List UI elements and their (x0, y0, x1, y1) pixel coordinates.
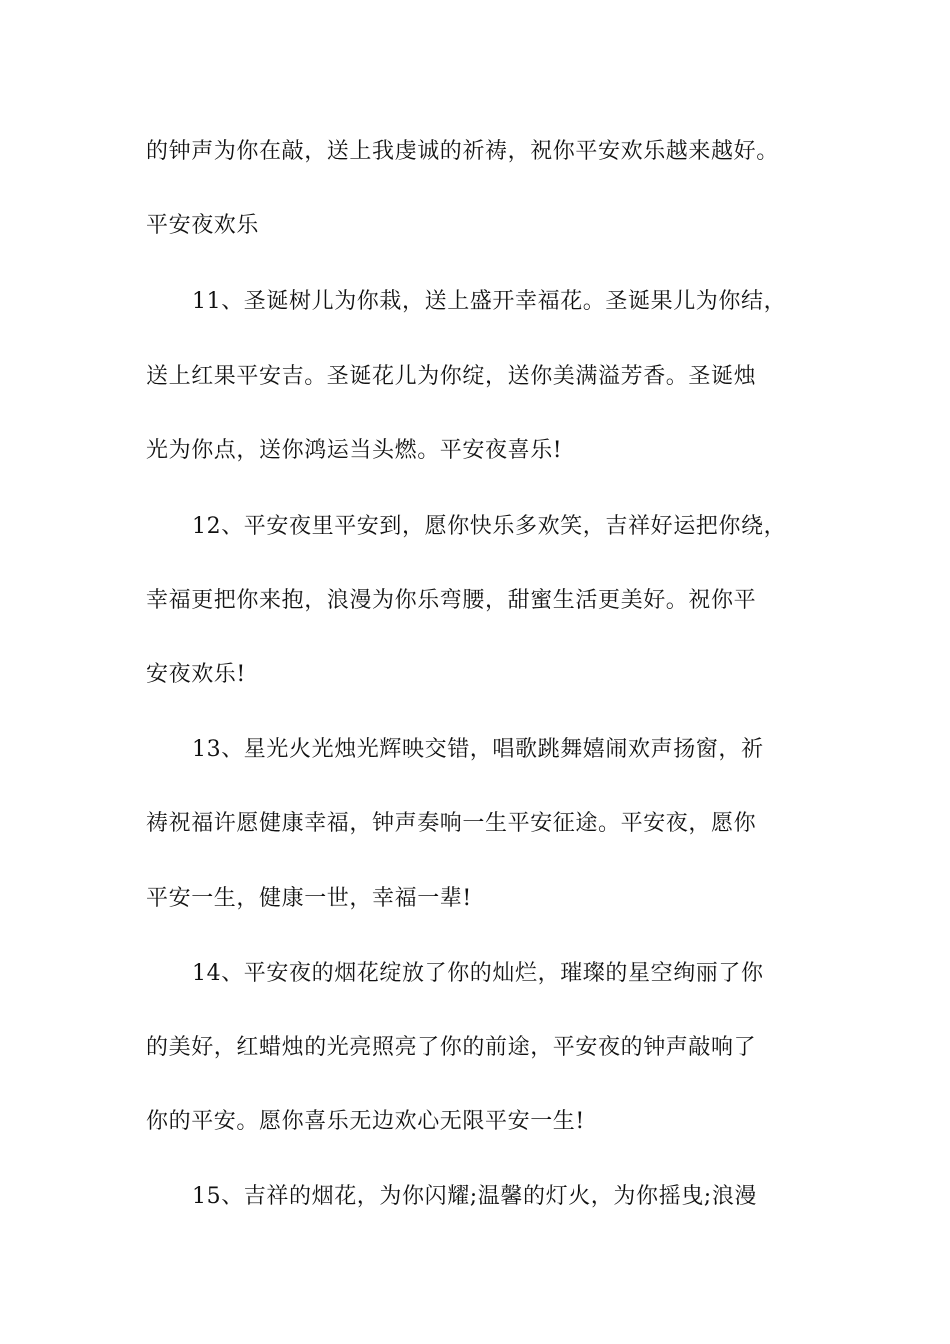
text-line-1: 的钟声为你在敲，送上我虔诚的祈祷，祝你平安欢乐越来越好。 (146, 139, 779, 164)
paragraph-15-line-1: 15、吉祥的烟花，为你闪耀;温馨的灯火，为你摇曳;浪漫 (192, 1184, 758, 1209)
paragraph-13-line-3: 平安一生，健康一世，幸福一辈! (146, 886, 472, 911)
paragraph-14-line-2: 的美好，红蜡烛的光亮照亮了你的前途，平安夜的钟声敲响了 (146, 1035, 757, 1060)
paragraph-14-line-3: 你的平安。愿你喜乐无边欢心无限平安一生! (146, 1109, 585, 1134)
paragraph-11-line-1: 11、圣诞树儿为你栽，送上盛开幸福花。圣诞果儿为你结， (192, 289, 787, 314)
paragraph-12-line-3: 安夜欢乐! (146, 662, 246, 687)
paragraph-11-line-2: 送上红果平安吉。圣诞花儿为你绽，送你美满溢芳香。圣诞烛 (146, 364, 757, 389)
paragraph-13-line-2: 祷祝福许愿健康幸福，钟声奏响一生平安征途。平安夜，愿你 (146, 811, 757, 836)
paragraph-12-line-2: 幸福更把你来抱，浪漫为你乐弯腰，甜蜜生活更美好。祝你平 (146, 588, 757, 613)
paragraph-14-line-1: 14、平安夜的烟花绽放了你的灿烂，璀璨的星空绚丽了你 (192, 961, 764, 986)
paragraph-11-line-3: 光为你点，送你鸿运当头燃。平安夜喜乐! (146, 438, 563, 463)
paragraph-13-line-1: 13、星光火光烛光辉映交错，唱歌跳舞嬉闹欢声扬窗，祈 (192, 737, 764, 762)
paragraph-12-line-1: 12、平安夜里平安到，愿你快乐多欢笑，吉祥好运把你绕， (192, 514, 787, 539)
text-line-2: 平安夜欢乐 (146, 213, 260, 238)
